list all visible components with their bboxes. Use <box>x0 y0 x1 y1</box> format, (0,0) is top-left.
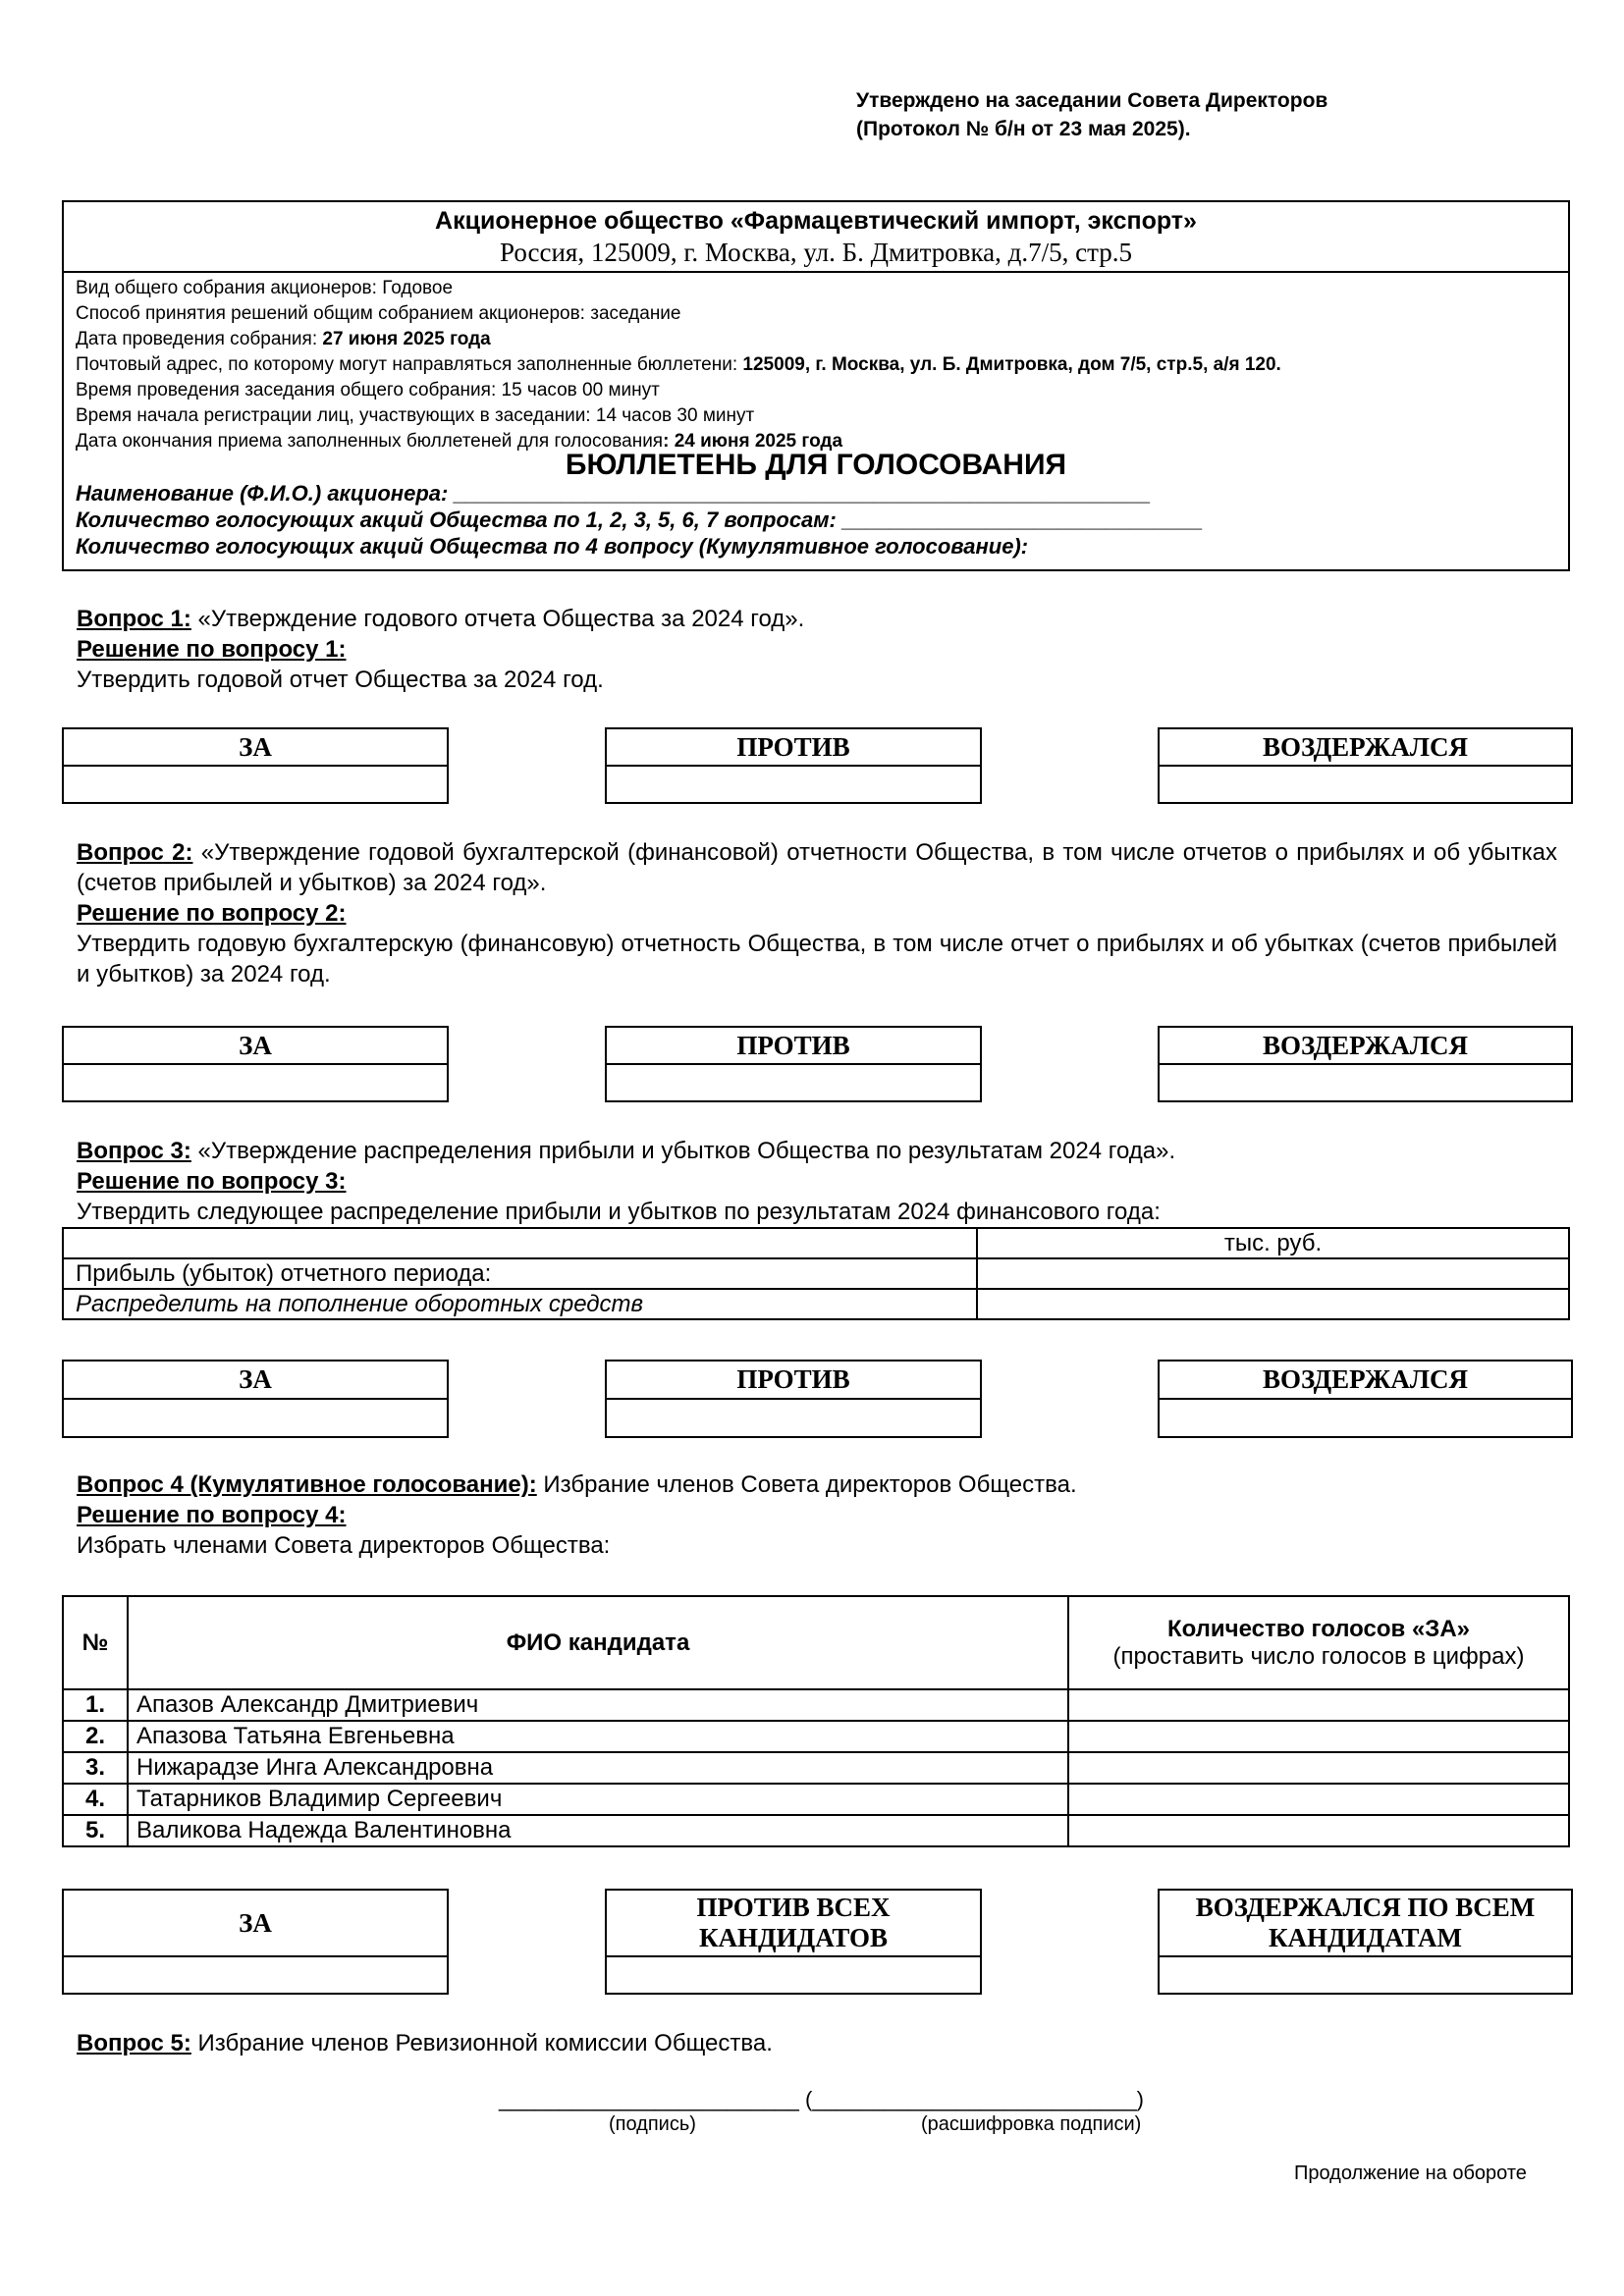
vote-for-q1[interactable]: ЗА <box>62 727 449 804</box>
votes-input-4[interactable] <box>1068 1784 1569 1815</box>
votes-input-5[interactable] <box>1068 1815 1569 1846</box>
col-votes-header: Количество голосов «ЗА» (проставить число голосов в цифрах) <box>1068 1596 1569 1689</box>
ballot-title: БЮЛЛЕТЕНЬ ДЛЯ ГОЛОСОВАНИЯ <box>565 449 1067 481</box>
vote-abstain-q2[interactable]: ВОЗДЕРЖАЛСЯ <box>1158 1026 1573 1102</box>
question-2 <box>77 837 1557 989</box>
meeting-deadline: Дата окончания приема заполненных бюллетеней для голосования: 24 июня 2025 года <box>76 431 843 452</box>
vote-for-q2[interactable]: ЗА <box>62 1026 449 1102</box>
question-5-text: Избрание членов Ревизионной комиссии Общества. <box>190 2030 773 2056</box>
company-name: Акционерное общество «Фармацевтический импорт, экспорт» <box>435 207 1197 235</box>
signature-caption: (подпись) <box>609 2113 696 2135</box>
decision-4-label: Решение по вопросу 4: <box>77 1502 347 1528</box>
meeting-details <box>64 273 1568 454</box>
candidates-table <box>62 1595 1570 1847</box>
table-row: 2. Апазова Татьяна Евгеньевна <box>63 1721 1569 1752</box>
meeting-registration-time: Время начала регистрации лиц, участвующих в заседании: 14 часов 30 минут <box>76 405 755 426</box>
col-number-header: № <box>63 1596 128 1689</box>
vote-against-all-q4[interactable]: ПРОТИВ ВСЕХ КАНДИДАТОВ <box>605 1889 982 1995</box>
vote-against-q3[interactable]: ПРОТИВ <box>605 1360 982 1438</box>
meeting-time: Время проведения заседания общего собрания: 15 часов 00 минут <box>76 380 660 400</box>
shareholder-shares-field[interactable]: Количество голосующих акций Общества по 1, 2, 3, 5, 6, 7 вопросам: ______________________________ <box>76 507 1204 532</box>
approval-line-2: (Протокол № б/н от 23 мая 2025). <box>856 118 1191 140</box>
meeting-date: Дата проведения собрания: 27 июня 2025 года <box>76 329 491 349</box>
vote-for-q4[interactable]: ЗА <box>62 1889 449 1995</box>
table-row: 3. Нижарадзе Инга Александровна <box>63 1752 1569 1784</box>
question-2-label: Вопрос 2: <box>77 839 193 866</box>
shareholder-fields <box>64 480 1568 560</box>
question-5 <box>77 2028 773 2058</box>
approval-note <box>856 86 1327 143</box>
question-4-label: Вопрос 4 (Кумулятивное голосование): <box>77 1471 537 1498</box>
profit-distribution-table <box>62 1227 1570 1320</box>
company-address: Россия, 125009, г. Москва, ул. Б. Дмитровка, д.7/5, стр.5 <box>499 238 1133 267</box>
continued-note: Продолжение на обороте <box>1294 2163 1527 2184</box>
vote-abstain-q3[interactable]: ВОЗДЕРЖАЛСЯ <box>1158 1360 1573 1438</box>
shareholder-name-field[interactable]: Наименование (Ф.И.О.) акционера: __________________________________________________________ <box>76 481 1152 506</box>
col-name-header: ФИО кандидата <box>128 1596 1068 1689</box>
vote-against-q2[interactable]: ПРОТИВ <box>605 1026 982 1102</box>
table-row: 1. Апазов Александр Дмитриевич <box>63 1689 1569 1721</box>
profit-row-value[interactable] <box>977 1258 1569 1289</box>
working-capital-row-label: Распределить на пополнение оборотных средств <box>63 1289 977 1319</box>
vote-for-q3[interactable]: ЗА <box>62 1360 449 1438</box>
signature-decode-caption: (расшифровка подписи) <box>921 2113 1142 2135</box>
question-2-text: «Утверждение годовой бухгалтерской (финансовой) отчетности Общества, в том числе отчетов о прибылях и об убытках (счетов прибылей и убытков) за 2024 год». <box>77 839 1557 896</box>
question-3-text: «Утверждение распределения прибыли и убытков Общества по результатам 2024 года». <box>190 1138 1176 1164</box>
table-row <box>63 1258 1569 1289</box>
table-row <box>63 1289 1569 1319</box>
votes-input-3[interactable] <box>1068 1752 1569 1784</box>
decision-3-text: Утвердить следующее распределение прибыли и убытков по результатам 2024 финансового года: <box>77 1199 1161 1225</box>
signature-line[interactable]: _________________________ (___________________________) <box>499 2087 1145 2111</box>
meeting-method: Способ принятия решений общим собранием акционеров: заседание <box>76 303 681 324</box>
question-1-text: «Утверждение годового отчета Общества за 2024 год». <box>190 606 805 632</box>
table-row: 5. Валикова Надежда Валентиновна <box>63 1815 1569 1846</box>
vote-abstain-q1[interactable]: ВОЗДЕРЖАЛСЯ <box>1158 727 1573 804</box>
votes-input-2[interactable] <box>1068 1721 1569 1752</box>
decision-1-label: Решение по вопросу 1: <box>77 636 347 663</box>
table-header-row <box>63 1596 1569 1689</box>
working-capital-row-value[interactable] <box>977 1289 1569 1319</box>
votes-input-1[interactable] <box>1068 1689 1569 1721</box>
decision-1-text: Утвердить годовой отчет Общества за 2024 год. <box>77 667 604 693</box>
ballot-header <box>62 200 1570 571</box>
decision-2-text: Утвердить годовую бухгалтерскую (финансовую) отчетность Общества, в том числе отчет о прибылях и об убытках (счетов прибылей и убытков) за 2024 год. <box>77 931 1557 988</box>
question-4-text: Избрание членов Совета директоров Общества. <box>536 1471 1077 1498</box>
unit-header: тыс. руб. <box>977 1228 1569 1258</box>
question-1-label: Вопрос 1: <box>77 606 191 632</box>
question-5-label: Вопрос 5: <box>77 2030 191 2056</box>
question-4 <box>77 1469 1077 1561</box>
vote-against-q1[interactable]: ПРОТИВ <box>605 727 982 804</box>
question-3-label: Вопрос 3: <box>77 1138 191 1164</box>
meeting-type: Вид общего собрания акционеров: Годовое <box>76 278 454 298</box>
decision-2-label: Решение по вопросу 2: <box>77 900 347 927</box>
question-3 <box>77 1136 1175 1227</box>
profit-row-label: Прибыль (убыток) отчетного периода: <box>63 1258 977 1289</box>
decision-3-label: Решение по вопросу 3: <box>77 1168 347 1195</box>
meeting-postal-address: Почтовый адрес, по которому могут направляться заполненные бюллетени: 125009, г. Москва, ул. Б. Дмитровка, дом 7/5, стр.5, а/я 120. <box>76 354 1281 375</box>
table-row <box>63 1228 1569 1258</box>
shareholder-cumulative-shares-field[interactable]: Количество голосующих акций Общества по 4 вопросу (Кумулятивное голосование): <box>76 534 1029 559</box>
company-block <box>64 202 1568 273</box>
approval-line-1: Утверждено на заседании Совета Директоров <box>856 89 1328 112</box>
question-1 <box>77 604 804 695</box>
table-row: 4. Татарников Владимир Сергеевич <box>63 1784 1569 1815</box>
decision-4-text: Избрать членами Совета директоров Общества: <box>77 1532 611 1559</box>
vote-abstain-all-q4[interactable]: ВОЗДЕРЖАЛСЯ ПО ВСЕМ КАНДИДАТАМ <box>1158 1889 1573 1995</box>
